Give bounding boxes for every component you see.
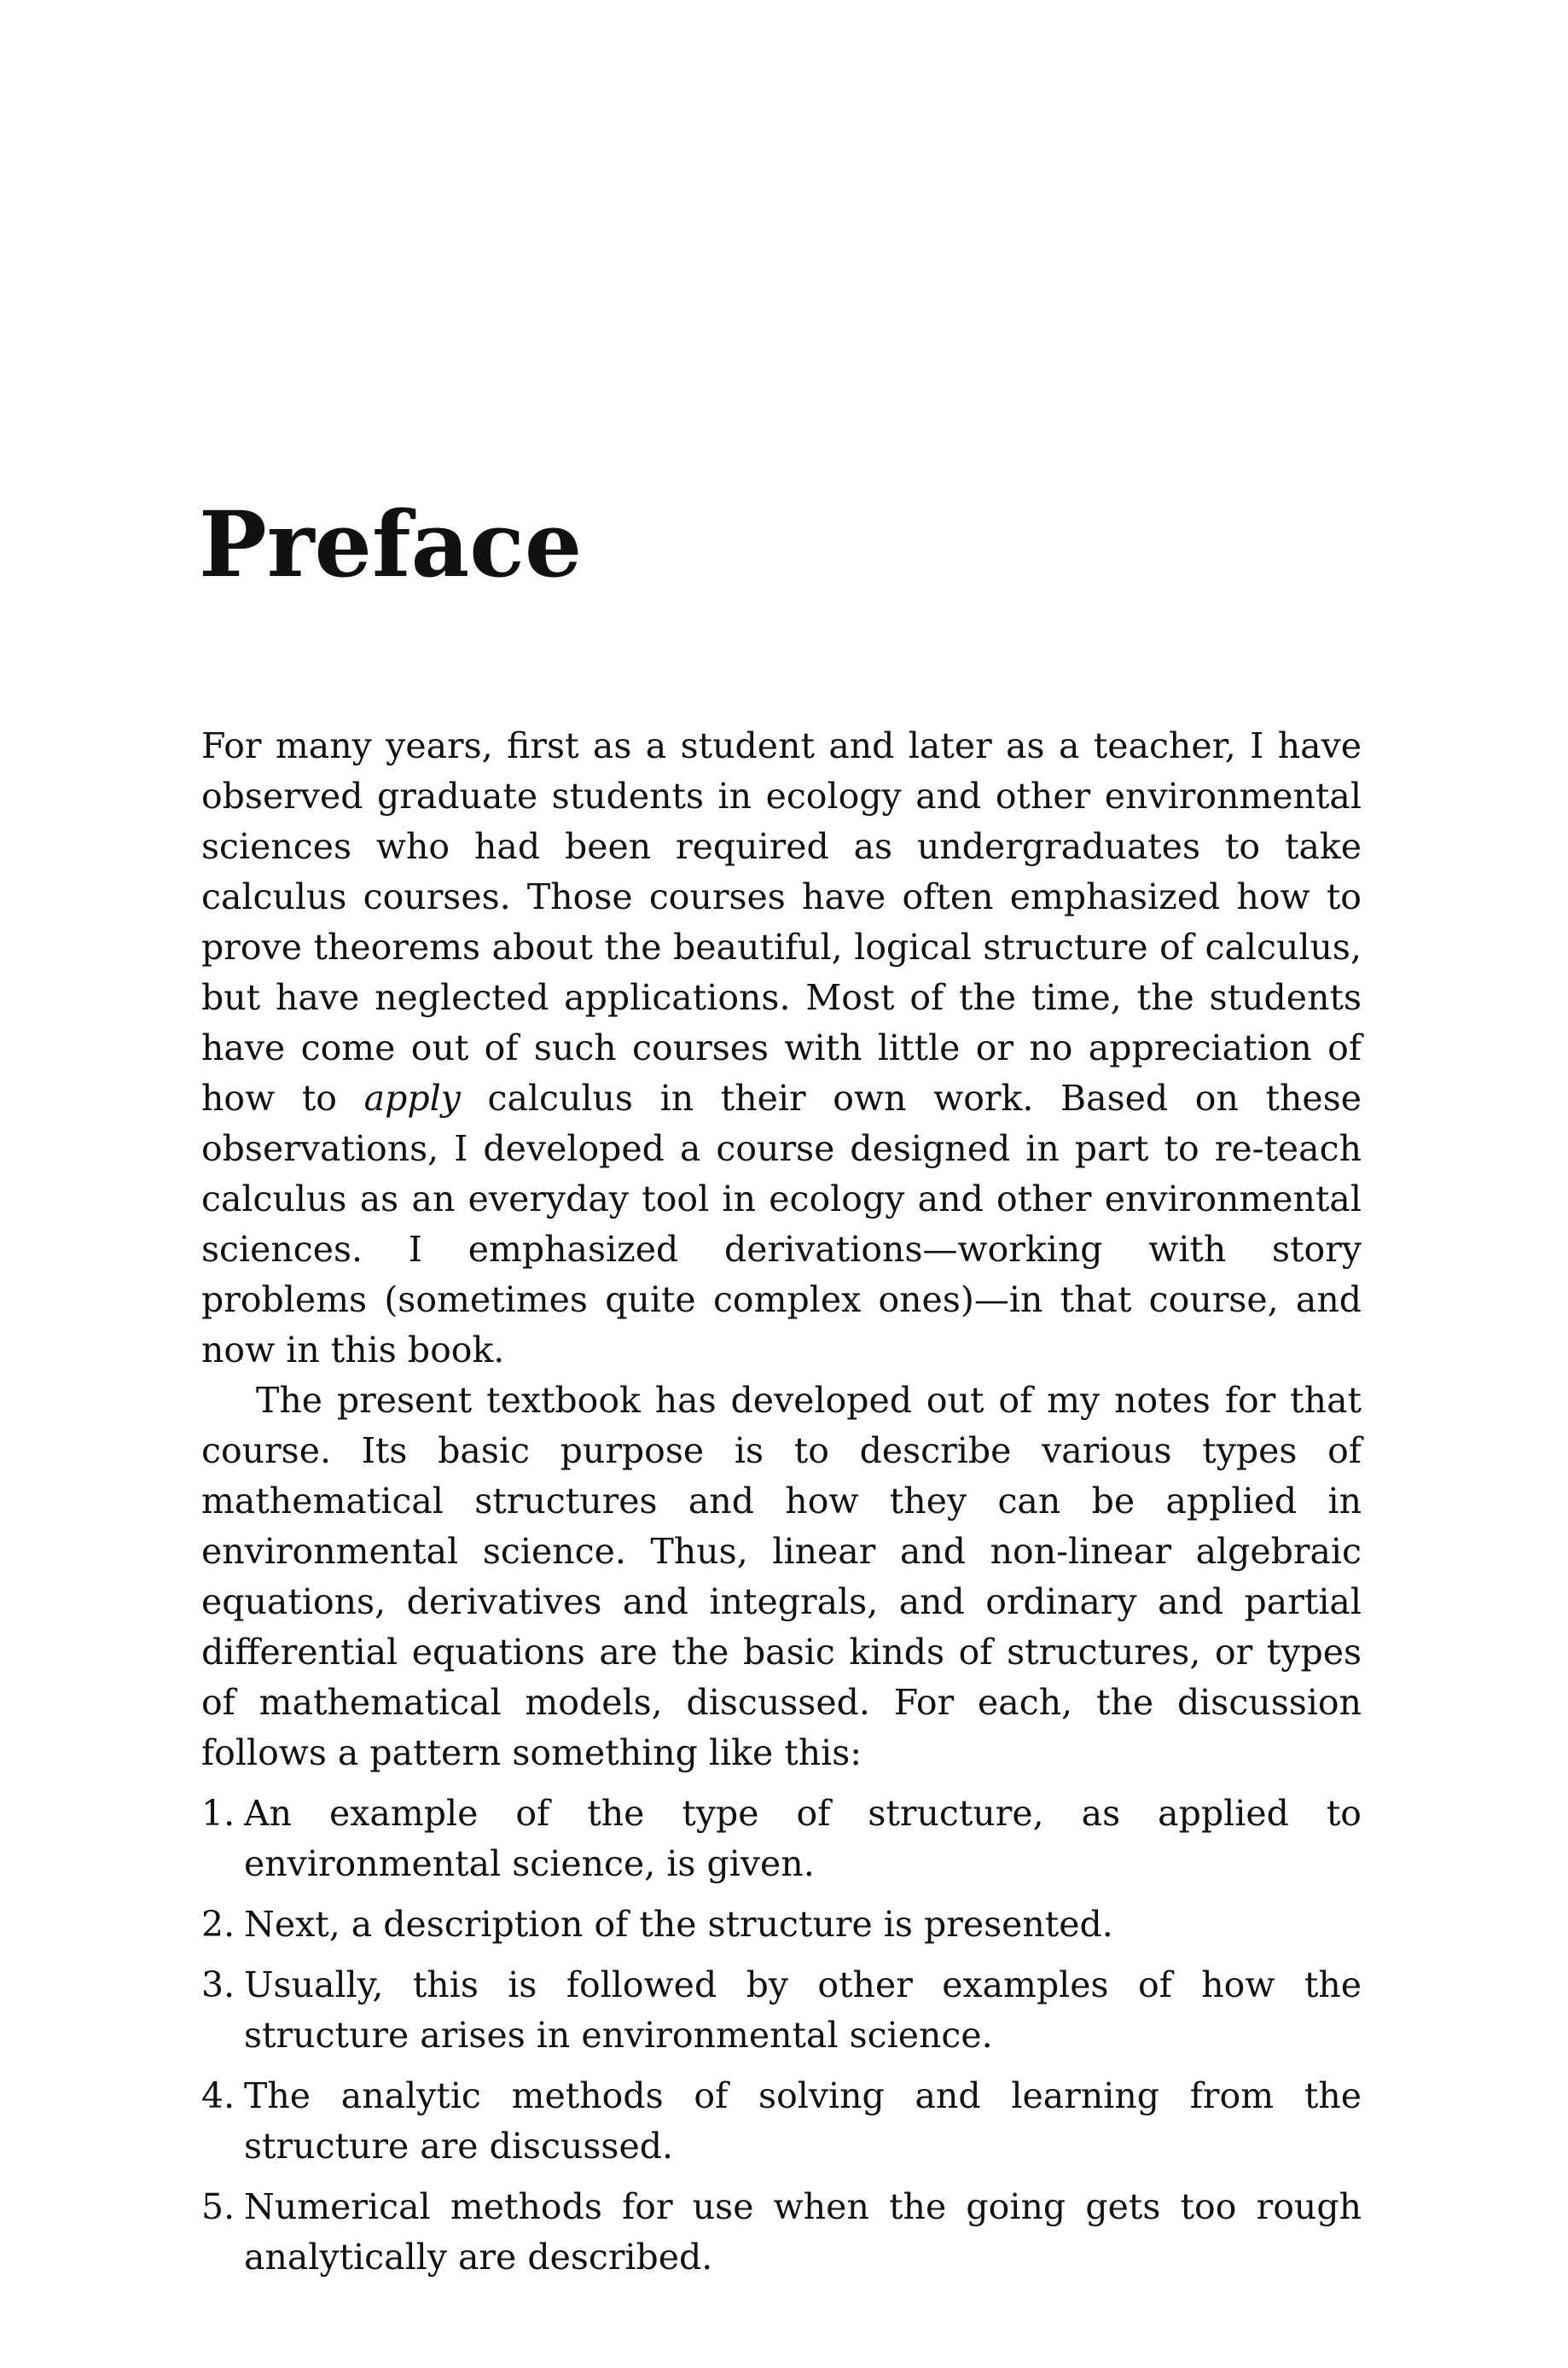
list-item-text: Numerical methods for use when the going gets too rough analytically are described.	[244, 2186, 1362, 2278]
list-item-text: The analytic methods of solving and learning from the structure are discussed.	[244, 2075, 1362, 2167]
paragraph-1	[201, 721, 1362, 1376]
paragraph-1-text-start: For many years, first as a student and later as a teacher, I have observed graduate students in ecology and other environmental sciences who had been required as undergraduates to take calculus courses. Those courses have often emphasized how to prove theorems about the beautiful, logical structure of calculus, but have neglected applications. Most of the time, the students have come out of such courses with little or no appreciation of how to	[201, 725, 1362, 1119]
list-item	[201, 2182, 1362, 2283]
preface-body	[201, 721, 1362, 2283]
pattern-steps-list	[201, 1789, 1362, 2283]
list-item-text: An example of the type of structure, as applied to environmental science, is given.	[244, 1793, 1362, 1884]
list-item-number: 4.	[201, 2075, 235, 2116]
list-item	[201, 2071, 1362, 2172]
list-item	[201, 1789, 1362, 1889]
list-item	[201, 1960, 1362, 2061]
list-item-text: Usually, this is followed by other examples of how the structure arises in environmental science.	[244, 1964, 1362, 2056]
list-item-number: 3.	[201, 1964, 235, 2005]
paragraph-2: The present textbook has developed out of my notes for that course. Its basic purpose is to describe various types of mathematical structures and how they can be applied in environmental science. Thus, linear and non-linear algebraic equations, derivatives and integrals, and ordinary and partial differential equations are the basic kinds of structures, or types of mathematical models, discussed. For each, the discussion follows a pattern something like this:	[201, 1380, 1362, 1773]
list-item-number: 1.	[201, 1793, 235, 1834]
paragraph-1-text-end: calculus in their own work. Based on these observations, I developed a course designed in part to re-teach calculus as an everyday tool in ecology and other environmental sciences. I emphasized derivations—working with story problems (sometimes quite complex ones)—in that course, and now in this book.	[201, 1078, 1362, 1370]
list-item	[201, 1900, 1362, 1950]
emphasis-apply: apply	[363, 1078, 461, 1119]
list-item-number: 5.	[201, 2186, 235, 2227]
list-item-number: 2.	[201, 1904, 235, 1945]
list-item-text: Next, a description of the structure is presented.	[244, 1904, 1113, 1945]
page-title: Preface	[199, 491, 583, 597]
